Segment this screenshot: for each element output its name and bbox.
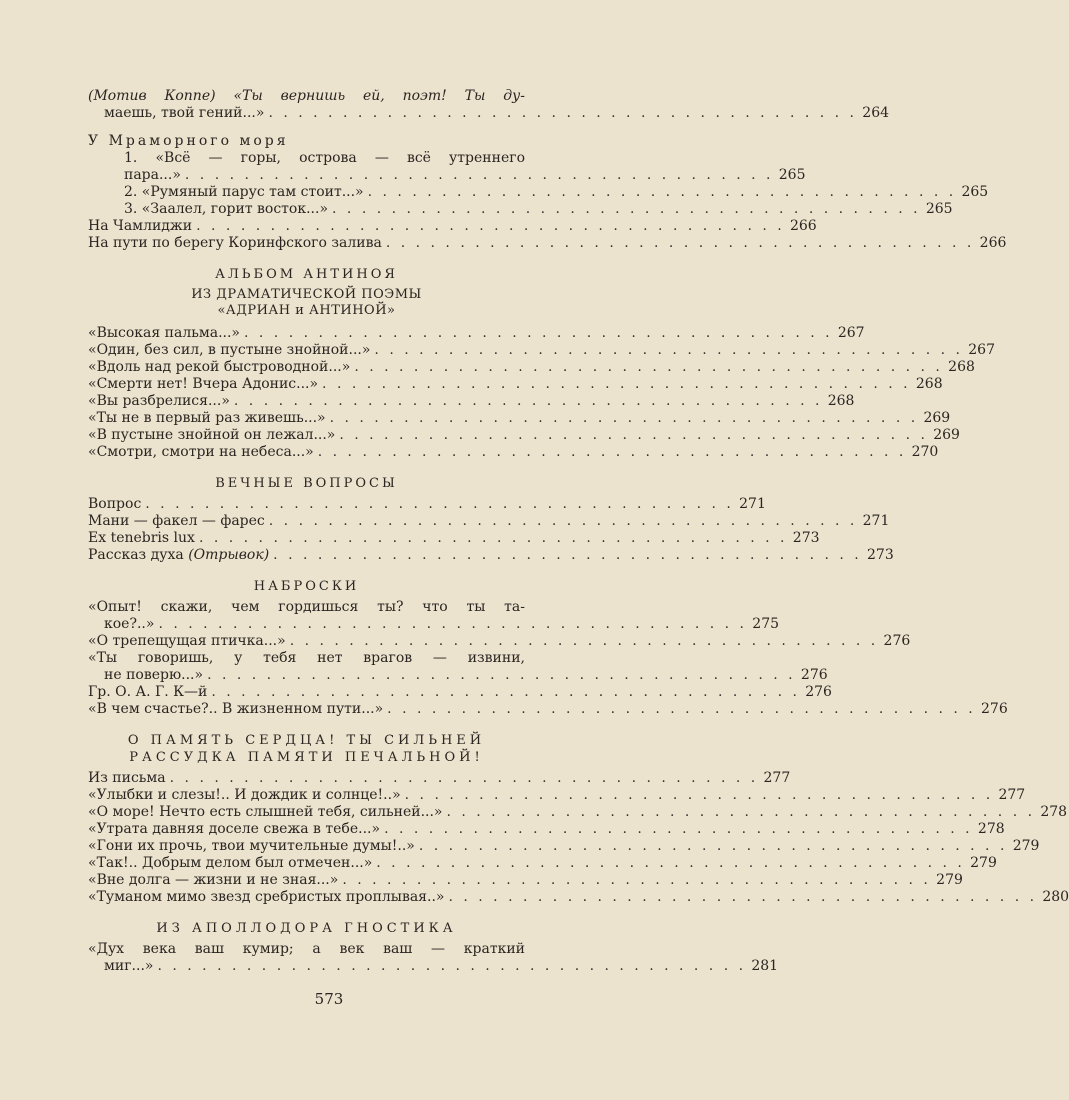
leader-dots: . . . . . . . . . . . . . . . . . . . . . . . . . . . . . . . . . . . . . . . .	[446, 804, 1036, 820]
entry-title: 3. «Заалел, горит восток...»	[124, 201, 329, 217]
toc-entry	[88, 410, 951, 427]
toc-entry	[88, 701, 1008, 718]
page-number: 271	[862, 513, 890, 529]
entry-title: «О море! Нечто есть слышней тебя, сильней...»	[88, 804, 443, 820]
entry-title: кое?..»	[104, 616, 155, 632]
leader-dots: . . . . . . . . . . . . . . . . . . . . . . . . . . . . . . . . . . . . . . . .	[158, 616, 748, 632]
leader-dots: . . . . . . . . . . . . . . . . . . . . . . . . . . . . . . . . . . . . . . . .	[387, 701, 976, 717]
leader-dots: . . . . . . . . . . . . . . . . . . . . . . . . . . . . . . . . . . . . . . . .	[322, 376, 911, 392]
entry-title: 2. «Румяный парус там стоит...»	[124, 184, 364, 200]
album-list	[88, 325, 995, 461]
entry-title: Из письма	[88, 770, 166, 786]
leader-dots: . . . . . . . . . . . . . . . . . . . . . . . . . . . . . . . . . . . . . . . .	[273, 547, 862, 563]
page-number: 279	[936, 872, 963, 888]
toc-entry	[88, 941, 779, 975]
entry-title: «Смотри, смотри на небеса...»	[88, 444, 314, 460]
leader-dots: . . . . . . . . . . . . . . . . . . . . . . . . . . . . . . . . . . . . . . . .	[268, 513, 858, 529]
entry-line1: «Опыт! скажи, чем гордишься ты? что ты та-	[88, 599, 525, 615]
page-number: 277	[763, 770, 791, 786]
leader-dots: . . . . . . . . . . . . . . . . . . . . . . . . . . . . . . . . . . . . . . . .	[354, 359, 943, 375]
toc-entry	[88, 855, 997, 872]
entry-title: «Один, без сил, в пустыне знойной...»	[88, 342, 371, 358]
page-number: 266	[789, 218, 817, 234]
leader-dots: . . . . . . . . . . . . . . . . . . . . . . . . . . . . . . . . . . . . . . . .	[169, 770, 759, 786]
entry-line1: «Дух века ваш кумир; а век ваш — краткий	[88, 941, 525, 957]
toc-entry	[88, 342, 995, 359]
toc-entry	[88, 889, 1069, 906]
page-number: 276	[883, 633, 911, 649]
leader-dots: . . . . . . . . . . . . . . . . . . . . . . . . . . . . . . . . . . . . . . . .	[374, 342, 963, 358]
leader-dots: . . . . . . . . . . . . . . . . . . . . . . . . . . . . . . . . . . . . . . . .	[404, 787, 994, 803]
page-number: 266	[979, 235, 1007, 251]
leader-dots: . . . . . . . . . . . . . . . . . . . . . . . . . . . . . . . . . . . . . . . .	[196, 218, 785, 234]
apollodor-list	[88, 941, 779, 975]
leader-dots: . . . . . . . . . . . . . . . . . . . . . . . . . . . . . . . . . . . . . . . .	[198, 530, 788, 546]
entry-title: «О трепещущая птичка...»	[88, 633, 286, 649]
page-number: 267	[968, 342, 995, 358]
toc-entry	[88, 184, 989, 201]
leader-dots: . . . . . . . . . . . . . . . . . . . . . . . . . . . . . . . . . . . . . . . .	[233, 393, 823, 409]
toc-entry	[88, 325, 865, 342]
toc-entry	[88, 393, 855, 410]
toc-entry	[88, 684, 832, 701]
section-heading: РАССУДКА ПАМЯТИ ПЕЧАЛЬНОЙ!	[129, 750, 484, 765]
page-number: 271	[739, 496, 766, 512]
toc-entry	[88, 547, 894, 564]
page-number: 280	[1042, 889, 1069, 905]
leader-dots: . . . . . . . . . . . . . . . . . . . . . . . . . . . . . . . . . . . . . . . .	[317, 444, 907, 460]
toc-entry	[88, 359, 975, 376]
page-number: 269	[923, 410, 951, 426]
entry-line2: пара...»	[124, 167, 181, 183]
page-number: 275	[752, 616, 780, 632]
toc-entry	[88, 235, 1007, 252]
page-number: 279	[1012, 838, 1040, 854]
page-number: 279	[970, 855, 997, 871]
entry-title: «Так!.. Добрым делом был отмечен...»	[88, 855, 373, 871]
entry-title: не поверю...»	[104, 667, 204, 683]
toc-entry	[88, 496, 766, 513]
leader-dots: . . . . . . . . . . . . . . . . . . . . . . . . . . . . . . . . . . . . . . . .	[184, 167, 774, 183]
page-number: 276	[800, 667, 828, 683]
toc-entry	[88, 872, 963, 889]
entry-title: «Смерти нет! Вчера Адонис...»	[88, 376, 319, 392]
leader-dots: . . . . . . . . . . . . . . . . . . . . . . . . . . . . . . . . . . . . . . . .	[339, 427, 928, 443]
page-number: 268	[948, 359, 975, 375]
section-subheading: «АДРИАН и АНТИНОЙ»	[217, 303, 396, 318]
eternal-list	[88, 496, 894, 564]
toc-entry	[88, 88, 890, 122]
entry-title: Мани — факел — фарес	[88, 513, 265, 529]
leader-dots: . . . . . . . . . . . . . . . . . . . . . . . . . . . . . . . . . . . . . . . .	[376, 855, 965, 871]
toc-entry	[88, 513, 890, 530]
leader-dots: . . . . . . . . . . . . . . . . . . . . . . . . . . . . . . . . . . . . . . . .	[329, 410, 919, 426]
leader-dots: . . . . . . . . . . . . . . . . . . . . . . . . . . . . . . . . . . . . . . . .	[207, 667, 796, 683]
leader-dots: . . . . . . . . . . . . . . . . . . . . . . . . . . . . . . . . . . . . . . . .	[342, 872, 931, 888]
page-number: 276	[981, 701, 1008, 717]
page-footer-number: 573	[314, 990, 344, 1008]
section-title: У Мраморного моря	[88, 133, 289, 149]
entry-title: Вопрос	[88, 496, 142, 512]
entry-title: Гр. О. А. Г. К—й	[88, 684, 208, 700]
entry-title: «В чем счастье?.. В жизненном пути...»	[88, 701, 384, 717]
entry-line1: «Ты говоришь, у тебя нет врагов — извини,	[88, 650, 525, 666]
entry-title: «Ты не в первый раз живешь...»	[88, 410, 326, 426]
sketches-list	[88, 599, 1008, 718]
leader-dots: . . . . . . . . . . . . . . . . . . . . . . . . . . . . . . . . . . . . . . . .	[289, 633, 879, 649]
leader-dots: . . . . . . . . . . . . . . . . . . . . . . . . . . . . . . . . . . . . . . . .	[268, 105, 858, 121]
leader-dots: . . . . . . . . . . . . . . . . . . . . . . . . . . . . . . . . . . . . . . . .	[384, 821, 973, 837]
memory-list	[88, 770, 1069, 906]
page-number: 281	[751, 958, 779, 974]
leader-dots: . . . . . . . . . . . . . . . . . . . . . . . . . . . . . . . . . . . . . . . .	[244, 325, 833, 341]
page-number: 278	[1040, 804, 1068, 820]
entry-line2: маешь, твой гений...»	[104, 105, 265, 121]
section-heading: О ПАМЯТЬ СЕРДЦА! ТЫ СИЛЬНЕЙ	[127, 733, 486, 748]
toc-entry	[88, 804, 1068, 821]
entry-title: «Утрата давняя доселе свежа в тебе...»	[88, 821, 381, 837]
page-number: 273	[792, 530, 820, 546]
toc-entry	[88, 201, 953, 218]
page-number: 268	[915, 376, 943, 392]
toc-entry	[88, 770, 791, 787]
toc-entry	[88, 218, 817, 235]
entry-title: На пути по берегу Коринфского залива	[88, 235, 382, 251]
page-number: 276	[805, 684, 832, 700]
page-number: 278	[977, 821, 1005, 837]
toc-entry	[88, 787, 1026, 804]
page-number: 265	[925, 201, 953, 217]
toc-entry	[88, 838, 1040, 855]
leader-dots: . . . . . . . . . . . . . . . . . . . . . . . . . . . . . . . . . . . . . . . .	[332, 201, 921, 217]
entry-title: «Туманом мимо звезд сребристых проплывая..»	[88, 889, 445, 905]
section-subheading: ИЗ ДРАМАТИЧЕСКОЙ ПОЭМЫ	[191, 287, 422, 302]
page-number: 270	[911, 444, 939, 460]
entry-title: «Вне долга — жизни и не зная...»	[88, 872, 339, 888]
leader-dots: . . . . . . . . . . . . . . . . . . . . . . . . . . . . . . . . . . . . . . . .	[157, 958, 747, 974]
entry-line1: (Мотив Коппе) «Ты вернишь ей, поэт! Ты ду-	[88, 88, 525, 104]
entry-title: «Гони их прочь, твои мучительные думы!..»	[88, 838, 415, 854]
page-number: 267	[837, 325, 865, 341]
toc-entry	[88, 633, 911, 650]
page-number: 269	[933, 427, 960, 443]
toc-entry	[88, 650, 828, 684]
entry-title: «Высокая пальма...»	[88, 325, 240, 341]
toc-entry	[88, 530, 820, 547]
page-number: 264	[862, 105, 890, 121]
page-number: 265	[961, 184, 989, 200]
entry-title: «В пустыне знойной он лежал...»	[88, 427, 336, 443]
toc-entry	[88, 444, 939, 461]
leader-dots: . . . . . . . . . . . . . . . . . . . . . . . . . . . . . . . . . . . . . . . .	[448, 889, 1038, 905]
table-of-contents	[88, 88, 1069, 975]
toc-entry	[88, 821, 1005, 838]
leader-dots: . . . . . . . . . . . . . . . . . . . . . . . . . . . . . . . . . . . . . . . .	[385, 235, 975, 251]
entry-title: «Вы разбрелися...»	[88, 393, 230, 409]
entry-title: На Чамлиджи	[88, 218, 193, 234]
section-heading: ВЕЧНЫЕ ВОПРОСЫ	[215, 476, 398, 491]
section-heading: АЛЬБОМ АНТИНОЯ	[215, 267, 398, 282]
entry-title: Рассказ духа (Отрывок)	[88, 547, 270, 563]
toc-entry	[88, 427, 960, 444]
entry-line1: 1. «Всё — горы, острова — всё утреннего	[124, 150, 525, 166]
toc-entry	[88, 599, 780, 633]
leader-dots: . . . . . . . . . . . . . . . . . . . . . . . . . . . . . . . . . . . . . . . .	[367, 184, 957, 200]
leader-dots: . . . . . . . . . . . . . . . . . . . . . . . . . . . . . . . . . . . . . . . .	[418, 838, 1008, 854]
page-number: 268	[827, 393, 855, 409]
section-heading: НАБРОСКИ	[253, 579, 360, 594]
toc-entry	[88, 150, 806, 184]
page-number: 265	[778, 167, 806, 183]
entry-title: Ex tenebris lux	[88, 530, 195, 546]
leader-dots: . . . . . . . . . . . . . . . . . . . . . . . . . . . . . . . . . . . . . . . .	[211, 684, 800, 700]
toc-entry	[88, 376, 943, 393]
page-number: 277	[998, 787, 1026, 803]
entry-title: миг...»	[104, 958, 154, 974]
leader-dots: . . . . . . . . . . . . . . . . . . . . . . . . . . . . . . . . . . . . . . . .	[145, 496, 734, 512]
entry-title: «Улыбки и слезы!.. И дождик и солнце!..»	[88, 787, 401, 803]
page-number: 273	[867, 547, 894, 563]
section-heading: ИЗ АПОЛЛОДОРА ГНОСТИКА	[156, 921, 457, 936]
entry-title: «Вдоль над рекой быстроводной...»	[88, 359, 351, 375]
